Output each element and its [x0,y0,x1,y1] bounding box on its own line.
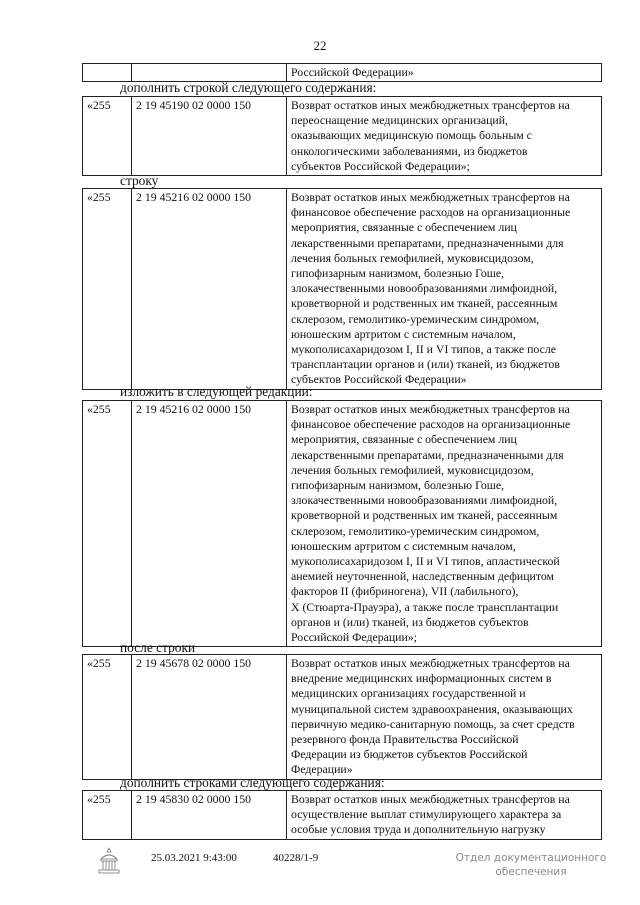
kbk-cell: 2 19 45216 02 0000 150 [132,189,287,390]
text-line: лекарственными препаратами, предназначенными для [291,447,564,462]
text-line: резервного фонда Правительства Российской [291,732,519,747]
footer-doc-number: 40228/1-9 [273,852,319,864]
text-line: онкологическими заболеваниями, из бюджетов [291,143,528,158]
text-line: кроветворной и родственных им тканей, рассеянным [291,508,558,523]
amendment-table [82,790,602,840]
text-line: злокачественными новообразованиями лимфоидной, [291,281,558,296]
table-row [83,655,602,780]
kbk-cell [132,64,287,82]
text-line: оказывающих медицинскую помощь больным с [291,128,532,143]
stamp-line: Отдел документационного [455,852,607,864]
description-cell [287,401,602,647]
kbk-cell: 2 19 45830 02 0000 150 [132,791,287,840]
description-cell [287,189,602,390]
table-row [83,189,602,390]
text-line: мероприятия, связанные с обеспечением лиц [291,432,517,447]
text-line: Федерации» [291,762,353,777]
text-line: анемией неуточненной, наследственным дефицитом [291,569,554,584]
text-line: субъектов Российской Федерации» [291,372,467,387]
text-line: лечения больных гемофилией, муковисцидозом, [291,250,534,265]
text-line: юношеским артритом с системным началом, [291,538,516,553]
description-cell [287,655,602,780]
table-row [83,97,602,176]
kbk-cell: 2 19 45216 02 0000 150 [132,401,287,647]
code-cell: «255 [83,97,132,176]
text-line: Возврат остатков иных межбюджетных трансфертов на [291,98,570,112]
table-row [83,791,602,840]
code-cell [83,64,132,82]
amendment-table [82,96,602,176]
footer-datetime: 25.03.2021 9:43:00 [151,852,237,864]
text-line: особые условия труда и дополнительную нагрузку [291,822,546,837]
code-cell: «255 [83,791,132,840]
text-line: кроветворной и родственных им тканей, рассеянным [291,296,558,311]
code-cell: «255 [83,401,132,647]
text-line: переоснащение медицинских организаций, [291,113,509,128]
text-line: финансовое обеспечение расходов на организационные [291,205,571,220]
text-line: Возврат остатков иных межбюджетных трансфертов на [291,190,570,204]
text-line: трансплантации органов и (или) тканей, из бюджетов [291,357,560,372]
text-line: мероприятия, связанные с обеспечением лиц [291,220,517,235]
description-cell [287,791,602,840]
description-cell: Российской Федерации» [287,64,602,82]
code-cell: «255 [83,189,132,390]
text-line: Федерации из бюджетов субъектов Российской [291,747,528,762]
kbk-cell: 2 19 45190 02 0000 150 [132,97,287,176]
description-cell [287,97,602,176]
amendment-table [82,654,602,780]
text-line: органов и (или) тканей, из бюджетов субъектов [291,614,529,629]
text-line: мукополисахаридозом I, II и VI типов, апластической [291,554,560,569]
text-line: лечения больных гемофилией, муковисцидозом, [291,462,534,477]
text-line: Российской Федерации»; [291,630,417,645]
amendment-table [82,188,602,390]
instruction-text: дополнить строкой следующего содержания: [120,80,377,95]
table-row [83,401,602,647]
text-line: Возврат остатков иных межбюджетных трансфертов на [291,656,570,670]
code-cell: «255 [83,655,132,780]
text-line: осуществление выплат стимулирующего характера за [291,807,562,822]
text-line: лекарственными препаратами, предназначенными для [291,235,564,250]
text-line: X (Стюарта-Прауэра), а также после трансплантации [291,599,559,614]
text-line: гипофизарным нанизмом, болезнью Гоше, [291,266,505,281]
text-line: юношеским артритом с системным началом, [291,326,516,341]
kbk-cell: 2 19 45678 02 0000 150 [132,655,287,780]
text-line: Возврат остатков иных межбюджетных трансфертов на [291,402,570,416]
text-line: мукополисахаридозом I, II и VI типов, а также после [291,342,556,357]
stamp-line: обеспечения [495,866,567,878]
text-line: медицинских организациях государственной и [291,686,526,701]
instruction-text: после строки [120,640,196,655]
page-number: 22 [313,38,327,53]
department-stamp [446,851,616,879]
text-line: внедрение медицинских информационных систем в [291,671,552,686]
amendment-table [82,400,602,647]
instruction-text: строку [120,173,159,188]
instruction-text: изложить в следующей редакции: [120,384,313,399]
text-line: Возврат остатков иных межбюджетных трансфертов на [291,792,570,806]
text-line: склерозом, гемолитико-уремическим синдромом, [291,523,540,538]
text-line: факторов II (фибриногена), VII (лабильного), [291,584,519,599]
text-line: финансовое обеспечение расходов на организационные [291,417,571,432]
text-line: субъектов Российской Федерации»; [291,158,470,173]
text-line: гипофизарным нанизмом, болезнью Гоше, [291,478,505,493]
text-line: злокачественными новообразованиями лимфоидной, [291,493,558,508]
text-line: склерозом, гемолитико-уремическим синдромом, [291,311,540,326]
instruction-text: дополнить строками следующего содержания: [120,775,385,790]
text-line: муниципальной систем здравоохранения, оказывающих [291,701,573,716]
parliament-emblem-icon [96,846,122,876]
table-row [83,64,602,82]
text-line: первичную медико-санитарную помощь, за счет средств [291,716,575,731]
